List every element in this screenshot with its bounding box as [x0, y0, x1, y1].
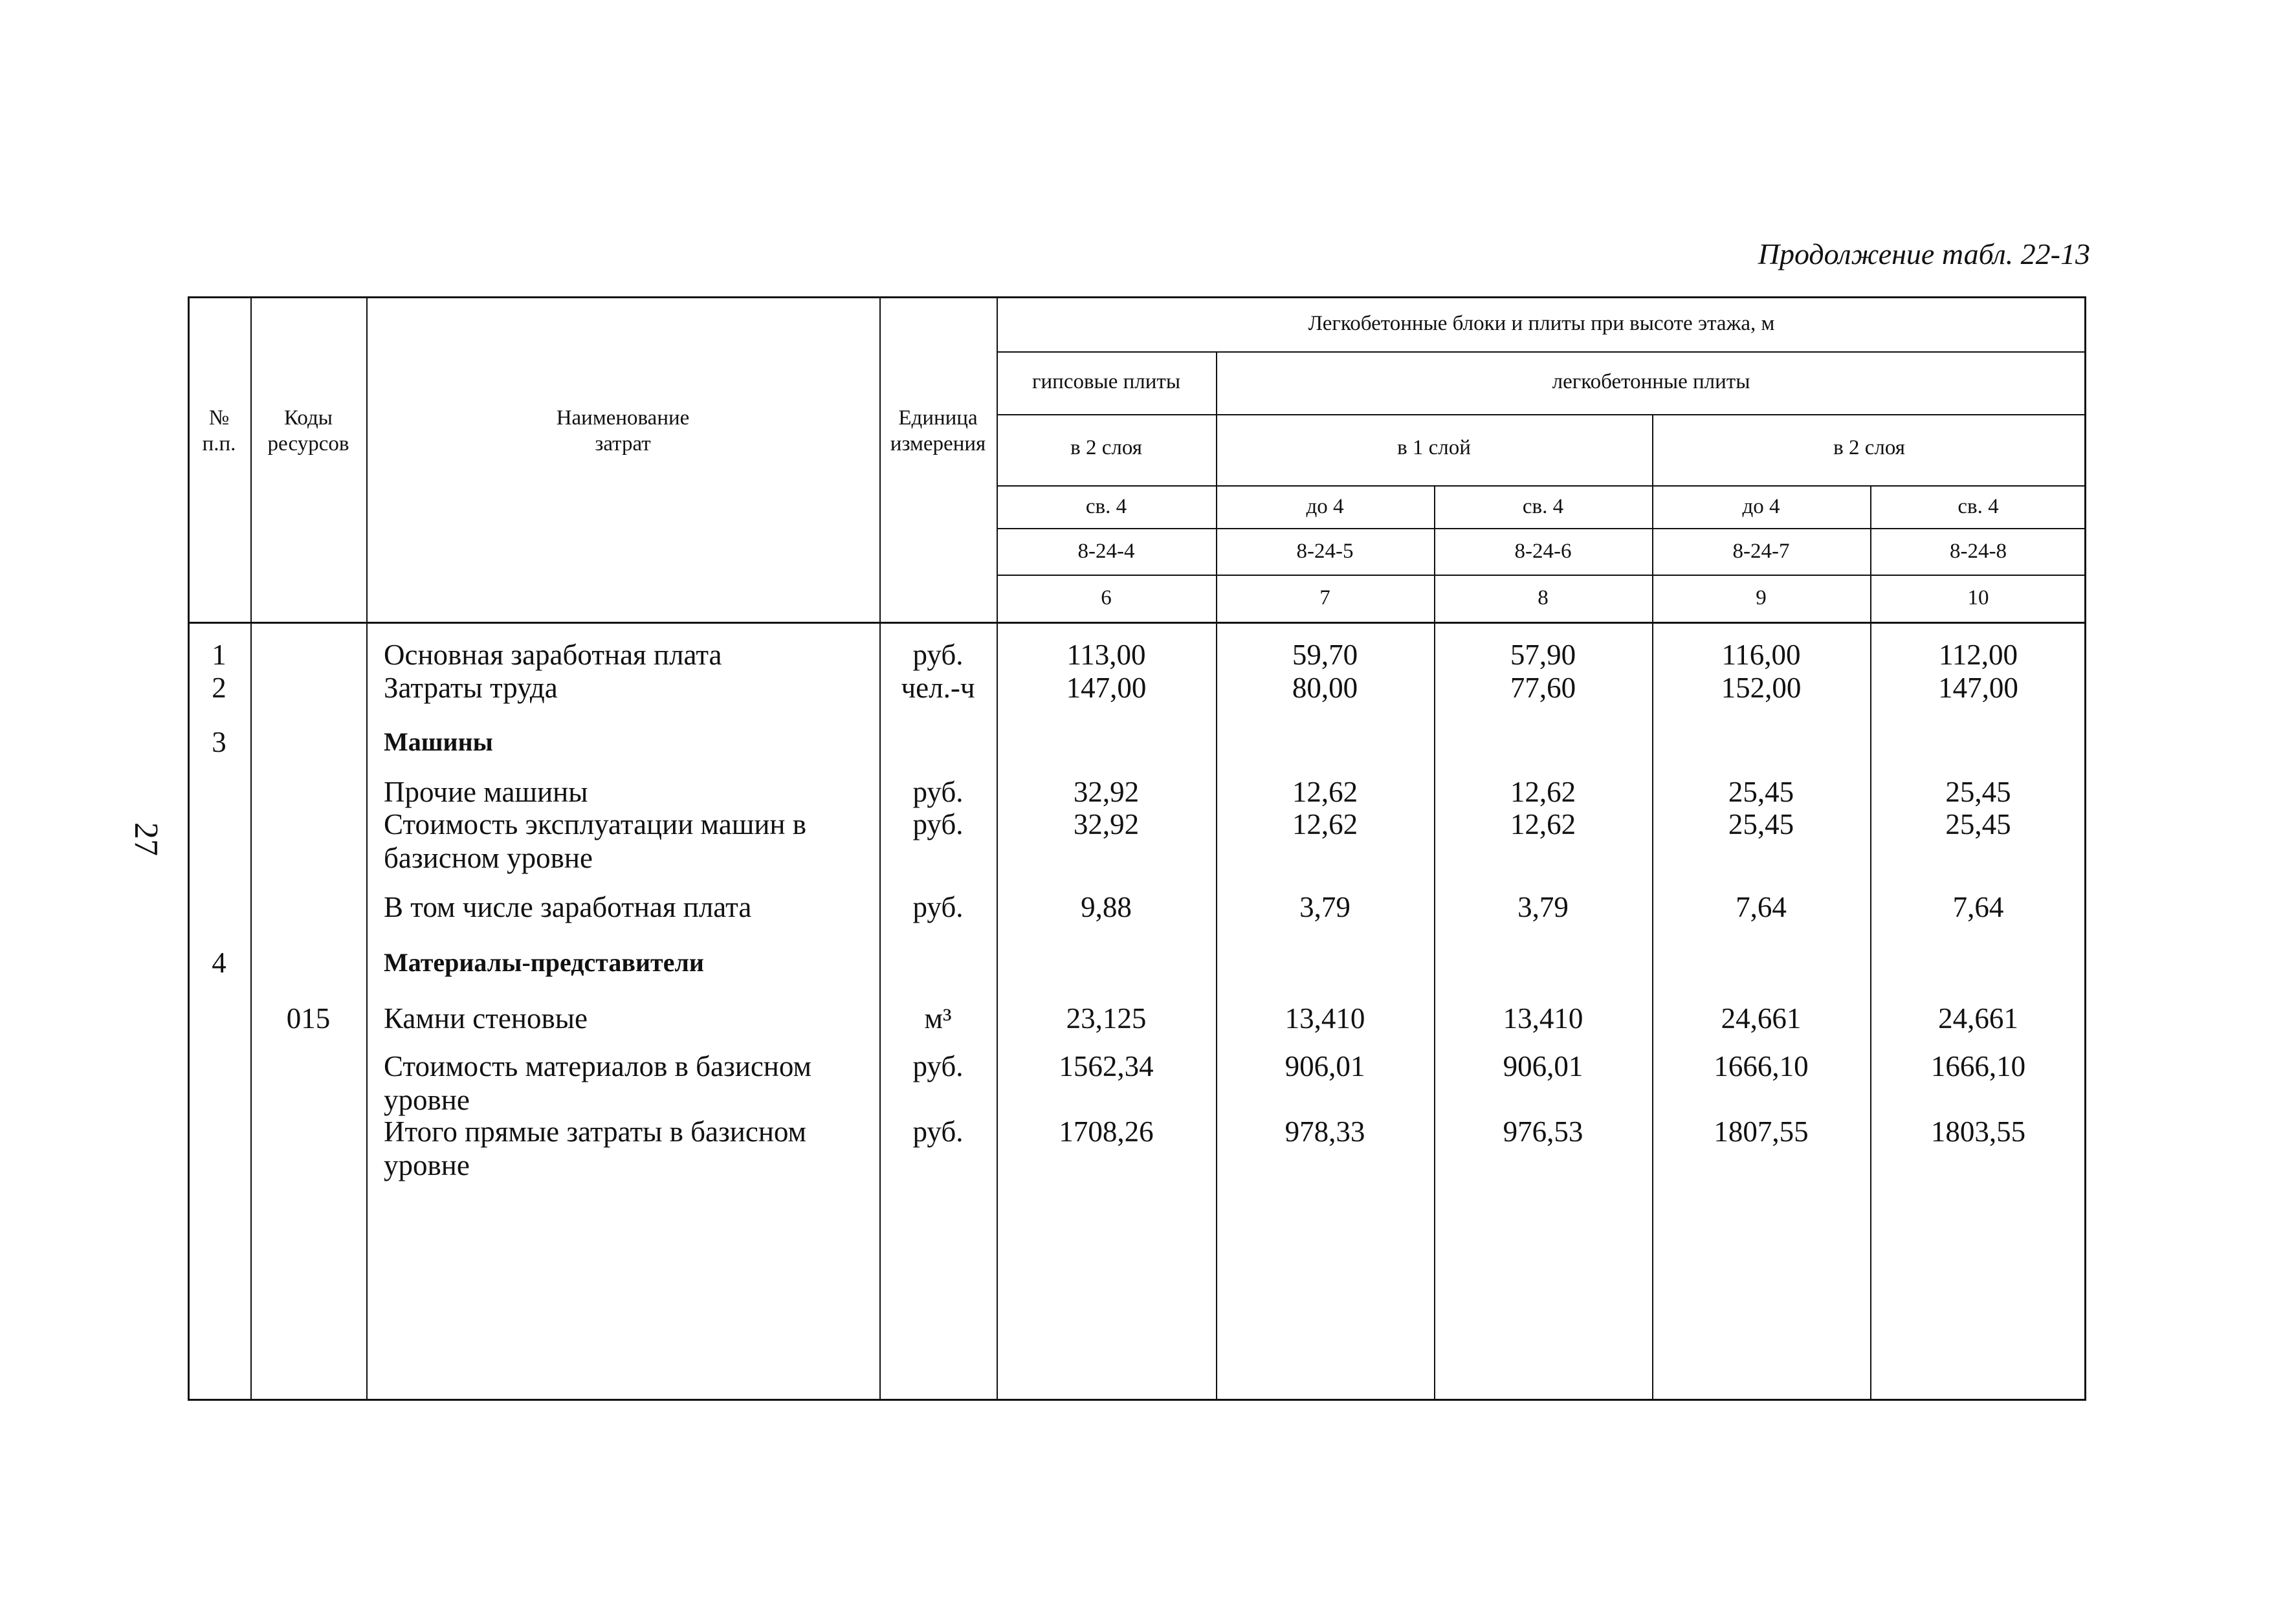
cost-value: 32,92: [1073, 808, 1140, 840]
cost-value: 12,62: [1510, 808, 1576, 840]
cost-value: 1803,55: [1930, 1115, 2026, 1148]
column-divider: [997, 296, 998, 1401]
cost-value: 25,45: [1945, 808, 2011, 840]
header-codes: Коды ресурсов: [267, 406, 349, 455]
row-number: 3: [212, 726, 226, 758]
cost-name: Стоимость эксплуатации машин в базисном уровне: [384, 808, 807, 874]
cost-value: 1666,10: [1930, 1050, 2026, 1082]
cost-name: Итого прямые затраты в базисном уровне: [384, 1115, 807, 1181]
unit: руб.: [912, 1115, 964, 1148]
cost-value: 147,00: [1066, 672, 1147, 704]
header-row-divider: [997, 575, 2086, 576]
header-height: до 4: [1306, 495, 1344, 518]
unit: руб.: [912, 776, 964, 808]
header-layer: в 2 слоя: [1833, 436, 1905, 459]
row-number: 4: [212, 947, 226, 979]
cost-value: 32,92: [1073, 776, 1140, 808]
header-col-number: 6: [1101, 586, 1112, 609]
table-caption: Продолжение табл. 22-13: [1758, 237, 2090, 270]
table-border-left: [188, 296, 190, 1401]
cost-value: 12,62: [1292, 776, 1358, 808]
table-border-right: [2084, 296, 2086, 1401]
cost-name: В том числе заработная плата: [384, 891, 752, 923]
header-code: 8-24-7: [1732, 540, 1790, 563]
cost-value: 113,00: [1066, 639, 1146, 671]
cost-value: 25,45: [1945, 776, 2011, 808]
header-row-divider: [997, 351, 2086, 353]
header-col-number: 10: [1967, 586, 1989, 609]
header-gypsum: гипсовые плиты: [1031, 370, 1181, 393]
unit: м³: [924, 1002, 952, 1035]
cost-value: 57,90: [1510, 639, 1576, 671]
header-lightconcrete: легкобетонные плиты: [1552, 370, 1750, 393]
cost-value: 80,00: [1292, 672, 1358, 704]
cost-value: 24,661: [1938, 1002, 2018, 1035]
header-col-number: 7: [1319, 586, 1330, 609]
cost-value: 23,125: [1066, 1002, 1147, 1035]
cost-value: 13,410: [1503, 1002, 1583, 1035]
header-layer: в 2 слоя: [1070, 436, 1142, 459]
header-group: Легкобетонные блоки и плиты при высоте этажа, м: [1308, 312, 1775, 335]
cost-value: 1562,34: [1059, 1050, 1154, 1082]
header-row-divider: [997, 414, 2086, 415]
cost-value: 13,410: [1285, 1002, 1365, 1035]
cost-value: 1807,55: [1714, 1115, 1809, 1148]
cost-value: 116,00: [1721, 639, 1801, 671]
header-name: Наименование затрат: [556, 406, 690, 455]
cost-name: Прочие машины: [384, 776, 588, 808]
unit: чел.-ч: [901, 672, 975, 704]
header-code: 8-24-5: [1296, 540, 1354, 563]
column-divider: [879, 296, 881, 1401]
cost-value: 906,01: [1503, 1050, 1583, 1082]
header-code: 8-24-4: [1077, 540, 1135, 563]
cost-name: Машины: [384, 727, 493, 756]
resource-code: 015: [286, 1002, 331, 1035]
cost-value: 1708,26: [1059, 1115, 1154, 1148]
header-row-divider: [997, 485, 2086, 487]
unit: руб.: [912, 808, 964, 840]
row-number: 2: [212, 672, 226, 704]
cost-value: 3,79: [1517, 891, 1569, 923]
cost-name: Стоимость материалов в базисном уровне: [384, 1050, 812, 1116]
cost-value: 7,64: [1952, 891, 2004, 923]
header-code: 8-24-8: [1950, 540, 2007, 563]
header-col-number: 8: [1538, 586, 1549, 609]
unit: руб.: [912, 639, 964, 671]
cost-value: 152,00: [1721, 672, 1802, 704]
page-number: 27: [127, 822, 164, 856]
row-number: 1: [212, 639, 226, 671]
header-layer: в 1 слой: [1397, 436, 1471, 459]
cost-value: 7,64: [1736, 891, 1787, 923]
cost-value: 906,01: [1285, 1050, 1365, 1082]
unit: руб.: [912, 891, 964, 923]
cost-value: 976,53: [1503, 1115, 1583, 1148]
column-divider: [366, 296, 368, 1401]
header-num: № п.п.: [202, 406, 236, 455]
cost-value: 25,45: [1728, 776, 1794, 808]
header-height: до 4: [1742, 495, 1780, 518]
header-height: св. 4: [1522, 495, 1564, 518]
cost-value: 25,45: [1728, 808, 1794, 840]
header-height: св. 4: [1958, 495, 1999, 518]
table-border-top: [188, 296, 2086, 298]
cost-value: 112,00: [1938, 639, 2018, 671]
cost-value: 9,88: [1081, 891, 1132, 923]
table-border-bottom: [188, 1399, 2086, 1401]
cost-name: Затраты труда: [384, 672, 558, 704]
header-height: св. 4: [1085, 495, 1127, 518]
cost-name: Основная заработная плата: [384, 639, 722, 671]
cost-value: 59,70: [1292, 639, 1358, 671]
cost-value: 978,33: [1285, 1115, 1365, 1148]
header-code: 8-24-6: [1514, 540, 1572, 563]
cost-value: 77,60: [1510, 672, 1576, 704]
header-row-divider: [997, 528, 2086, 529]
header-bottom-divider: [188, 622, 2086, 624]
header-col-number: 9: [1756, 586, 1767, 609]
unit: руб.: [912, 1050, 964, 1082]
column-divider: [250, 296, 252, 1401]
table-frame: [188, 296, 2086, 1401]
cost-value: 147,00: [1938, 672, 2018, 704]
cost-value: 12,62: [1292, 808, 1358, 840]
cost-value: 1666,10: [1714, 1050, 1809, 1082]
cost-value: 12,62: [1510, 776, 1576, 808]
header-unit: Единица измерения: [890, 406, 986, 455]
cost-value: 3,79: [1299, 891, 1351, 923]
cost-name: Материалы-представители: [384, 948, 704, 977]
cost-name: Камни стеновые: [384, 1002, 588, 1035]
cost-value: 24,661: [1721, 1002, 1802, 1035]
